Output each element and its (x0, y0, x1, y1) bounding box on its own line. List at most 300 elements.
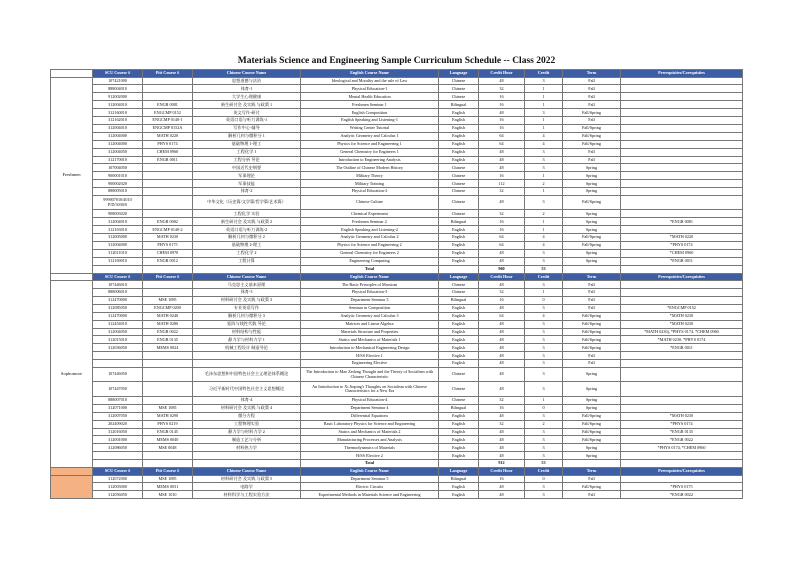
course-cell: 新生研讨会 及实践 与政策 1 (193, 101, 301, 109)
course-cell: Spring (563, 257, 621, 265)
course-row (51, 124, 743, 132)
course-cell: *MATH 0230 (621, 320, 743, 328)
course-cell: 机械工程设计 制造导论 (193, 344, 301, 352)
course-cell: 312001000 (93, 436, 143, 444)
course-cell: Fall (563, 85, 621, 93)
course-cell: 3 (525, 382, 563, 397)
course-row (51, 249, 743, 257)
course-cell: ENGCMP 0200 (143, 304, 193, 312)
course-cell: 基础物理 1-理工 (193, 140, 301, 148)
course-cell: Fall/Spring (563, 312, 621, 320)
course-cell: *ENGR 0011 (621, 257, 743, 265)
course-cell: 0 (525, 296, 563, 304)
course-cell: 3 (525, 156, 563, 164)
course-cell: 16 (479, 404, 525, 412)
course-cell: MSE 1085 (143, 296, 193, 304)
course-cell: 工程化学 1 (193, 148, 301, 156)
course-cell (143, 289, 193, 297)
column-header: Language (439, 70, 479, 78)
course-cell (621, 475, 743, 483)
course-cell: Writing Center Tutorial (301, 124, 439, 132)
total-cell: 53 (525, 460, 563, 468)
course-cell: 312454010 (93, 320, 143, 328)
course-cell: ENGR 0081 (143, 101, 193, 109)
course-cell: 48 (479, 367, 525, 382)
total-cell (563, 460, 621, 468)
column-header: Chinese Course Name (193, 70, 301, 78)
column-header: Term (563, 273, 621, 281)
course-cell: Department Seminar 3 (301, 296, 439, 304)
course-cell: MATH 0280 (143, 320, 193, 328)
course-cell: 中华文化（历史篇/文学篇/哲学篇/艺术篇） (193, 195, 301, 210)
course-cell: Chinese (439, 396, 479, 404)
course-cell: 48 (479, 483, 525, 491)
course-cell (621, 101, 743, 109)
course-cell: English (439, 140, 479, 148)
course-cell: ENGR 0135 (143, 336, 193, 344)
course-row (51, 352, 743, 360)
course-cell: Fall (563, 93, 621, 101)
course-cell: 制造工艺与分析 (193, 436, 301, 444)
course-cell: 16 (479, 124, 525, 132)
course-cell: *ENGCMP 0152 (621, 304, 743, 312)
course-cell: Chinese Culture (301, 195, 439, 210)
course-cell: 32 (479, 420, 525, 428)
course-cell (621, 195, 743, 210)
course-cell: *CHEM 0960 (621, 249, 743, 257)
course-cell: 3 (525, 452, 563, 460)
course-cell: 48 (479, 249, 525, 257)
column-header: English Course Name (301, 70, 439, 78)
course-cell: 基础物理 2-理工 (193, 242, 301, 250)
course-cell: 32 (479, 396, 525, 404)
course-cell: 毛泽东思想和中国特色社会主义理论体系概论 (193, 367, 301, 382)
course-cell: Military Theory (301, 172, 439, 180)
course-cell: 4 (525, 312, 563, 320)
course-cell: 静力学与材料力学 1 (193, 336, 301, 344)
column-header: SCU Course # (93, 70, 143, 78)
course-cell: 48 (479, 109, 525, 117)
course-cell (621, 77, 743, 85)
course-cell (621, 124, 743, 132)
course-cell: 军事技能 (193, 180, 301, 188)
course-cell: English Speaking and Listening-1 (301, 117, 439, 125)
course-cell (93, 360, 143, 368)
course-cell: 312072000 (93, 475, 143, 483)
course-cell: English Composition (301, 109, 439, 117)
course-cell: 888005010 (93, 188, 143, 196)
course-cell: 体育-3 (193, 289, 301, 297)
course-cell: 312004050 (93, 328, 143, 336)
course-cell: *MATH 0230j, *PHYS 0174, *CHEM 0960 (621, 328, 743, 336)
course-cell: Bilingual (439, 296, 479, 304)
course-cell: Fall (563, 77, 621, 85)
course-cell: Department Seminar 4 (301, 404, 439, 412)
column-header: Prerequisites/Corequisites (621, 467, 743, 475)
course-cell: Physical Education-3 (301, 289, 439, 297)
course-cell: 1 (525, 218, 563, 226)
course-cell: 888007010 (93, 396, 143, 404)
course-row (51, 109, 743, 117)
course-cell (143, 382, 193, 397)
course-cell: Chinese (439, 93, 479, 101)
course-cell: Freshmen Seminar 2 (301, 218, 439, 226)
course-cell: 312169010 (93, 257, 143, 265)
column-header-row (51, 70, 743, 78)
course-cell: 3 (525, 164, 563, 172)
column-header: Term (563, 70, 621, 78)
course-cell: Fall/Spring (563, 412, 621, 420)
course-cell: Spring (563, 452, 621, 460)
course-row (51, 281, 743, 289)
course-row (51, 85, 743, 93)
course-cell: Fall (563, 281, 621, 289)
course-cell: 48 (479, 281, 525, 289)
course-cell (143, 452, 193, 460)
course-cell: Fall/Spring (563, 344, 621, 352)
course-cell (193, 452, 301, 460)
course-cell: Introduction to Mechanical Engineering Design (301, 344, 439, 352)
course-cell: CHEM 0970 (143, 249, 193, 257)
column-header: Term (563, 467, 621, 475)
course-cell: Materials Structure and Properties (301, 328, 439, 336)
course-cell (143, 281, 193, 289)
course-row (51, 436, 743, 444)
column-header: Language (439, 273, 479, 281)
course-cell: *ENGR 0022 (621, 436, 743, 444)
total-cell: 960 (479, 265, 525, 273)
course-cell (621, 156, 743, 164)
total-cell (193, 265, 301, 273)
course-cell: English (439, 124, 479, 132)
course-cell: H/SS Elective 2 (301, 452, 439, 460)
course-cell: 48 (479, 257, 525, 265)
course-cell: Fall/Spring (563, 328, 621, 336)
course-cell: Spring (563, 444, 621, 452)
course-cell: Department Seminar 5 (301, 475, 439, 483)
course-cell: 312011010 (93, 249, 143, 257)
course-cell: MATH 0230 (143, 234, 193, 242)
course-cell: Spring (563, 164, 621, 172)
course-cell: MSE 0048 (143, 444, 193, 452)
course-cell: Electric Circuits (301, 483, 439, 491)
course-cell (621, 117, 743, 125)
total-cell: 53 (525, 265, 563, 273)
course-cell (143, 210, 193, 218)
column-header: Credit (525, 273, 563, 281)
course-row (51, 491, 743, 499)
course-row (51, 210, 743, 218)
course-cell: 3 (525, 328, 563, 336)
course-cell: 888006010 (93, 289, 143, 297)
course-cell: 48 (479, 328, 525, 336)
course-cell: 工程化学 实验 (193, 210, 301, 218)
course-cell (143, 396, 193, 404)
course-cell (621, 148, 743, 156)
total-cell (143, 460, 193, 468)
course-cell: 312470000 (93, 312, 143, 320)
course-row (51, 172, 743, 180)
course-cell: Physics for Science and Engineering 2 (301, 242, 439, 250)
course-cell: Analytic Geometry and Calculus 2 (301, 234, 439, 242)
course-row (51, 396, 743, 404)
course-cell: Chinese (439, 164, 479, 172)
course-cell: 1 (525, 172, 563, 180)
column-header-row (51, 467, 743, 475)
year-header-cell (51, 70, 93, 78)
course-cell: 材料热力学 (193, 444, 301, 452)
course-cell (621, 360, 743, 368)
total-cell (193, 460, 301, 468)
course-cell: 312170010 (93, 156, 143, 164)
course-cell: Bilingual (439, 101, 479, 109)
course-cell: An Introduction to Xi Jinping's Thoughts on Socialism with Chinese Characteristics for a New Era (301, 382, 439, 397)
course-cell: 3 (525, 360, 563, 368)
course-cell: 107447050 (93, 382, 143, 397)
course-row (51, 420, 743, 428)
course-cell: Chinese (439, 85, 479, 93)
course-cell: Chinese (439, 382, 479, 397)
course-cell (193, 352, 301, 360)
course-cell: 312004000 (93, 132, 143, 140)
course-cell: Ideological and Morality and the rule of Law (301, 77, 439, 85)
course-cell: 16 (479, 226, 525, 234)
year-label: Sophomore (51, 281, 93, 468)
course-cell: English (439, 156, 479, 164)
course-cell: Fall/Spring (563, 420, 621, 428)
year-header-cell (51, 467, 93, 475)
course-cell: Statics and Mechanics of Materials 2 (301, 428, 439, 436)
course-row (51, 367, 743, 382)
column-header: Credit Hour (479, 70, 525, 78)
course-cell: Spring (563, 172, 621, 180)
course-cell: Manufacturing Processes and Analysis (301, 436, 439, 444)
course-cell: Experimental Methods in Materials Science and Engineering (301, 491, 439, 499)
course-cell: 军事理论 (193, 172, 301, 180)
course-cell: 312071000 (93, 404, 143, 412)
column-header: Pitt Course # (143, 70, 193, 78)
course-cell: 思想道德与法治 (193, 77, 301, 85)
course-cell: Physical Education-1 (301, 85, 439, 93)
course-cell: General Chemistry for Engineers 2 (301, 249, 439, 257)
course-cell: Physical Education-2 (301, 188, 439, 196)
course-cell: Fall/Spring (563, 483, 621, 491)
course-cell: 312004010 (93, 101, 143, 109)
course-cell: ENGCMP 0140-2 (143, 226, 193, 234)
course-cell: 4 (525, 140, 563, 148)
course-row (51, 360, 743, 368)
course-cell: 1 (525, 188, 563, 196)
course-cell: English (439, 234, 479, 242)
course-cell: 312016050 (93, 428, 143, 436)
course-cell (621, 352, 743, 360)
course-cell: General Chemistry for Engineers 1 (301, 148, 439, 156)
course-cell: *ENGR 0081 (621, 218, 743, 226)
course-cell: Chinese (439, 210, 479, 218)
course-row (51, 444, 743, 452)
course-cell: 1 (525, 396, 563, 404)
course-cell: Fall (563, 117, 621, 125)
total-cell (93, 460, 143, 468)
course-cell: Matrices and Linear Algebra (301, 320, 439, 328)
column-header: Prerequisites/Corequisites (621, 70, 743, 78)
course-cell: 材料研讨会 及实践 与政策 5 (193, 475, 301, 483)
column-header: English Course Name (301, 273, 439, 281)
course-cell: CHEM 0960 (143, 148, 193, 156)
course-cell: 2 (525, 420, 563, 428)
course-cell: Bilingual (439, 404, 479, 412)
course-cell: Fall (563, 491, 621, 499)
course-cell: 48 (479, 344, 525, 352)
column-header: Chinese Course Name (193, 273, 301, 281)
course-cell: 英语口语与听力训练-1 (193, 117, 301, 125)
course-cell: English (439, 249, 479, 257)
course-cell: Chinese (439, 195, 479, 210)
course-cell: Fall (563, 296, 621, 304)
course-cell: Introduction to Engineering Analysis (301, 156, 439, 164)
total-cell (621, 265, 743, 273)
course-cell (621, 289, 743, 297)
course-row (51, 188, 743, 196)
course-cell: 48 (479, 412, 525, 420)
course-row (51, 226, 743, 234)
course-cell: 3 (525, 444, 563, 452)
course-cell: Spring (563, 249, 621, 257)
course-cell: English (439, 452, 479, 460)
course-cell: Statics and Mechanics of Materials 1 (301, 336, 439, 344)
course-cell (621, 172, 743, 180)
course-cell: 312085050 (93, 304, 143, 312)
course-cell: 2 (525, 210, 563, 218)
course-row (51, 304, 743, 312)
course-cell: 312004000 (93, 242, 143, 250)
total-row (51, 460, 743, 468)
course-cell (621, 140, 743, 148)
total-cell (621, 460, 743, 468)
course-cell (143, 360, 193, 368)
course-cell (193, 360, 301, 368)
course-cell: Fall/Spring (563, 428, 621, 436)
course-cell: *MATH 0230 (621, 312, 743, 320)
course-cell (143, 93, 193, 101)
course-cell: Military Training (301, 180, 439, 188)
course-cell: Spring (563, 218, 621, 226)
course-cell: English (439, 328, 479, 336)
course-cell: 64 (479, 242, 525, 250)
course-cell: *ENGR 0022 (621, 491, 743, 499)
course-cell: 1 (525, 85, 563, 93)
course-cell: 3 (525, 483, 563, 491)
course-cell: Chinese (439, 188, 479, 196)
course-cell (93, 452, 143, 460)
course-cell: 48 (479, 195, 525, 210)
course-cell: ENGR 0145 (143, 428, 193, 436)
course-cell: 312160010 (93, 109, 143, 117)
course-cell: Spring (563, 382, 621, 397)
course-cell: *PHYS 0174, *CHEM 0960 (621, 444, 743, 452)
course-cell: 英文写作-研讨 (193, 109, 301, 117)
course-cell (621, 180, 743, 188)
course-cell (143, 172, 193, 180)
course-cell (143, 367, 193, 382)
course-cell: 48 (479, 352, 525, 360)
course-cell: 48 (479, 164, 525, 172)
course-cell: 4 (525, 242, 563, 250)
column-header-row (51, 273, 743, 281)
course-cell: Fall (563, 289, 621, 297)
course-cell: 新生研讨会 及实践 与政策 2 (193, 218, 301, 226)
column-header: English Course Name (301, 467, 439, 475)
total-cell (93, 265, 143, 273)
course-row (51, 483, 743, 491)
course-cell: 3 (525, 77, 563, 85)
course-cell: MSE 1085 (143, 404, 193, 412)
course-cell: English (439, 483, 479, 491)
course-cell: 64 (479, 234, 525, 242)
course-cell (143, 188, 193, 196)
course-cell: 1 (525, 101, 563, 109)
course-cell: English (439, 320, 479, 328)
course-cell (143, 164, 193, 172)
course-row (51, 312, 743, 320)
course-row (51, 320, 743, 328)
course-cell: 1 (525, 226, 563, 234)
course-cell: ENGR 0011 (143, 156, 193, 164)
course-cell: ENGR 0012 (143, 257, 193, 265)
column-header: Credit (525, 70, 563, 78)
course-cell: 48 (479, 382, 525, 397)
course-cell: English (439, 148, 479, 156)
course-cell: 908003020 (93, 210, 143, 218)
course-cell: 解析几何与微积分 1 (193, 132, 301, 140)
course-cell: 马克思主义基本原理 (193, 281, 301, 289)
course-cell: Fall (563, 352, 621, 360)
course-cell: 107446010 (93, 281, 143, 289)
course-cell: 中国近代史纲要 (193, 164, 301, 172)
course-cell: 工程物理实验 (193, 420, 301, 428)
course-cell: *ENGR 0011 (621, 344, 743, 352)
course-cell: 3 (525, 148, 563, 156)
course-cell: *ENGR 0135 (621, 428, 743, 436)
course-cell: 3 (525, 367, 563, 382)
course-cell: The Basic Principles of Marxism (301, 281, 439, 289)
course-cell: 312015010 (93, 336, 143, 344)
course-cell (621, 382, 743, 397)
course-cell (143, 77, 193, 85)
course-cell: Fall/Spring (563, 436, 621, 444)
total-cell (439, 460, 479, 468)
course-cell: 48 (479, 320, 525, 328)
course-cell: 16 (479, 296, 525, 304)
course-cell: 202409020 (93, 420, 143, 428)
course-row (51, 195, 743, 210)
total-cell: Total (301, 265, 439, 273)
course-cell: Engineering Elective (301, 360, 439, 368)
course-row (51, 428, 743, 436)
course-cell: 1 (525, 124, 563, 132)
course-cell: Chinese (439, 367, 479, 382)
course-cell: 32 (479, 188, 525, 196)
course-row (51, 93, 743, 101)
course-cell: Fall (563, 101, 621, 109)
course-cell: 312004000 (93, 140, 143, 148)
course-cell: English (439, 428, 479, 436)
course-cell: 48 (479, 77, 525, 85)
course-cell: 3 (525, 344, 563, 352)
course-cell: The Introduction to Mao Zedong Thought and the Theory of Socialism with Chinese Characteristic (301, 367, 439, 382)
course-cell: Basic Laboratory Physics for Science and Engineering (301, 420, 439, 428)
course-cell: 312004010 (93, 124, 143, 132)
